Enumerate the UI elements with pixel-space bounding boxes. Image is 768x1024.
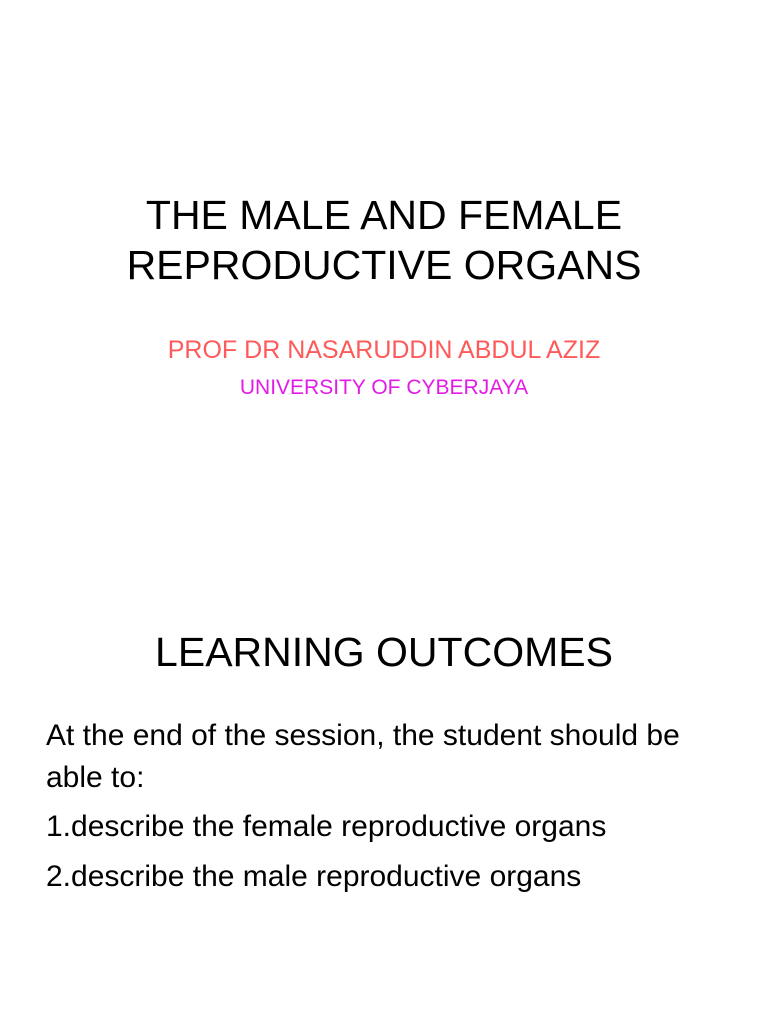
author-name: PROF DR NASARUDDIN ABDUL AZIZ (167, 336, 601, 364)
institution-name: UNIVERSITY OF CYBERJAYA (239, 376, 529, 399)
intro-text: At the end of the session, the student should be able to: (46, 719, 680, 794)
title-line-2: REPRODUCTIVE ORGANS (126, 242, 642, 288)
outcome-item-2: 2.describe the male reproductive organs (46, 860, 582, 893)
title-line-1: THE MALE AND FEMALE (145, 192, 623, 238)
learning-outcomes-slide (0, 512, 768, 1024)
outcome-item-1: 1.describe the female reproductive organs (46, 810, 607, 843)
learning-outcomes-title: LEARNING OUTCOMES (155, 629, 613, 675)
presentation-title (0, 190, 768, 290)
